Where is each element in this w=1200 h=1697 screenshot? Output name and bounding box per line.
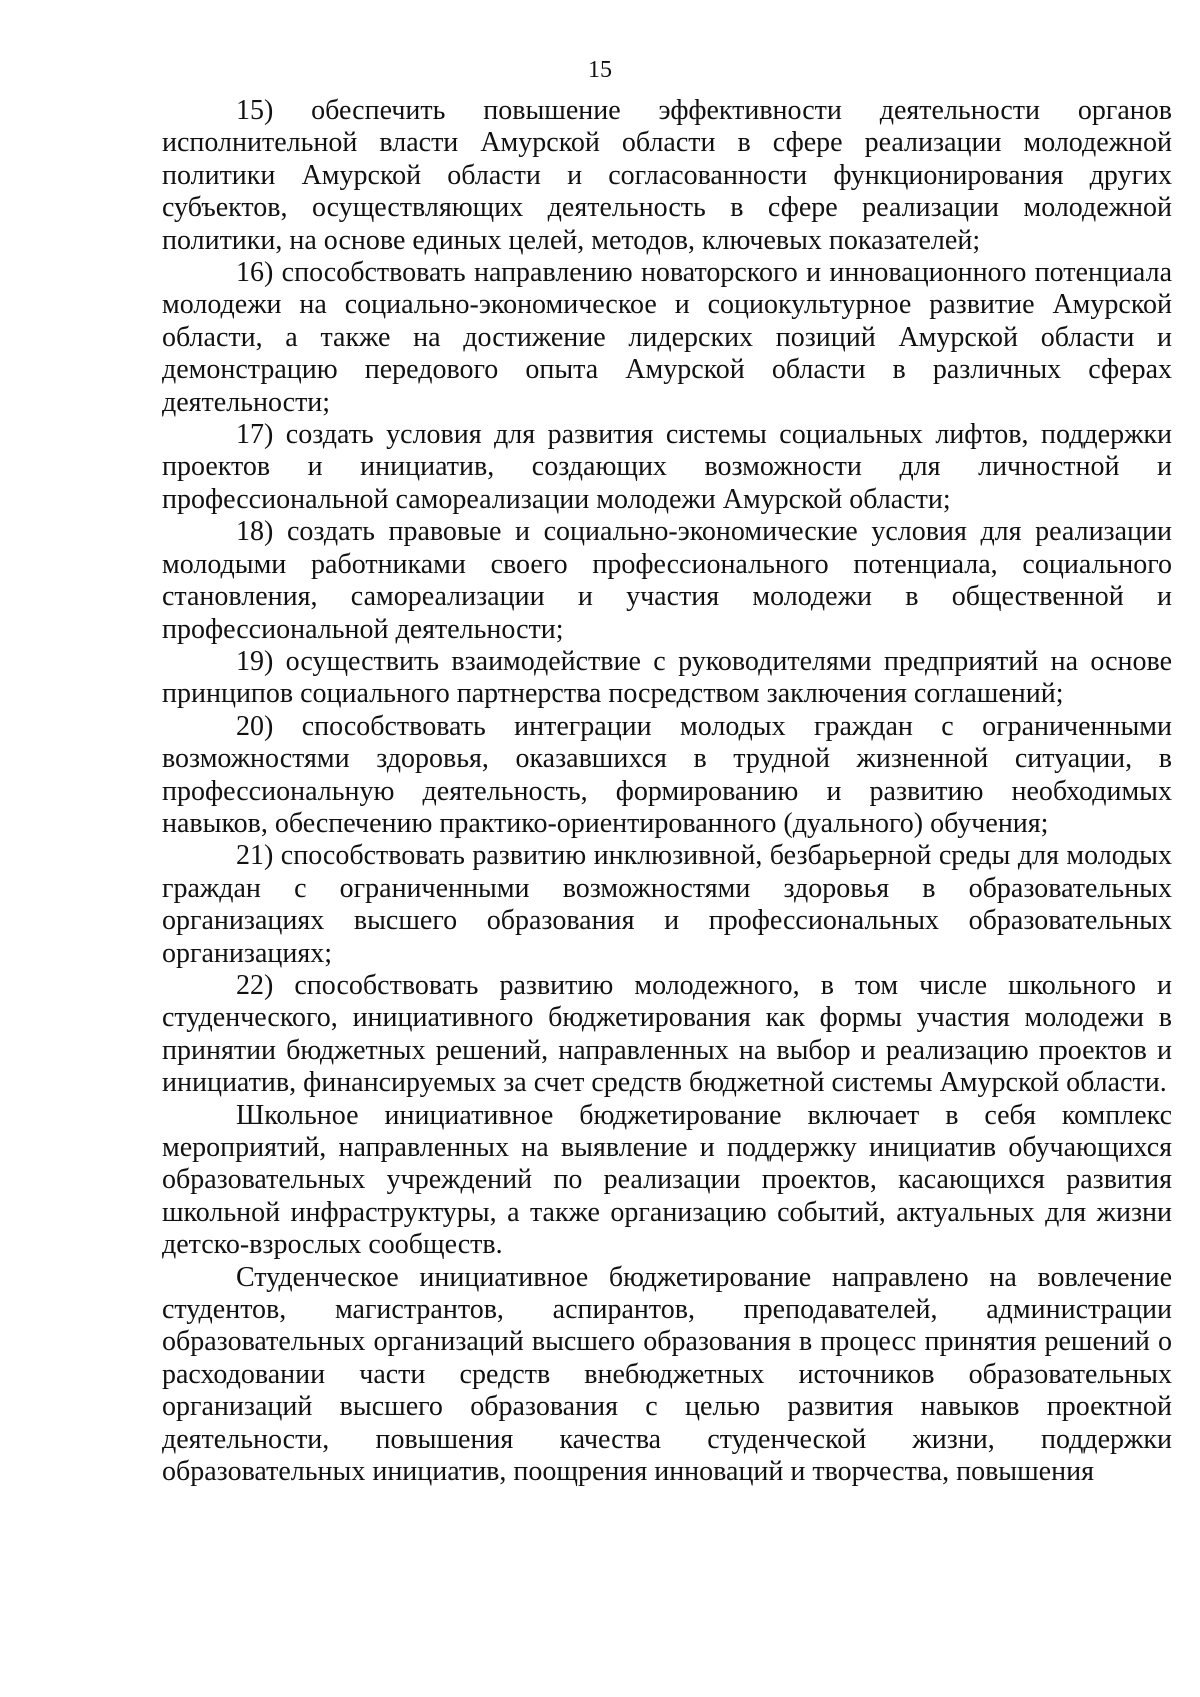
- paragraph-item-19: 19) осуществить взаимодействие с руководителями предприятий на основе принципов социального партнерства посредством заключения соглашений;: [162, 645, 1172, 710]
- page-number: 15: [588, 57, 612, 83]
- paragraph-item-20: 20) способствовать интеграции молодых граждан с ограниченными возможностями здоровья, оказавшихся в трудной жизненной ситуации, в профессиональную деятельность, формированию и развитию необходимых навыков, обеспечению практико-ориентированного (дуального) обучения;: [162, 710, 1172, 839]
- paragraph-item-16: 16) способствовать направлению новаторского и инновационного потенциала молодежи на социально-экономическое и социокультурное развитие Амурской области, а также на достижение лидерских позиций Амурской области и демонстрацию передового опыта Амурской области в различных сферах деятельности;: [162, 257, 1172, 418]
- document-body: [162, 95, 1172, 1488]
- paragraph-school-budgeting: Школьное инициативное бюджетирование включает в себя комплекс мероприятий, направленных на выявление и поддержку инициатив обучающихся образовательных учреждений по реализации проектов, касающихся развития школьной инфраструктуры, а также организацию событий, актуальных для жизни детско-взрослых сообществ.: [162, 1099, 1172, 1261]
- paragraph-item-17: 17) создать условия для развития системы социальных лифтов, поддержки проектов и инициатив, создающих возможности для личностной и профессиональной самореализации молодежи Амурской области;: [162, 419, 1172, 515]
- paragraph-item-18: 18) создать правовые и социально-экономические условия для реализации молодыми работниками своего профессионального потенциала, социального становления, самореализации и участия молодежи в общественной и профессиональной деятельности;: [162, 516, 1172, 645]
- paragraph-student-budgeting: Студенческое инициативное бюджетирование направлено на вовлечение студентов, магистрантов, аспирантов, преподавателей, администрации образовательных организаций высшего образования в процесс принятия решений о расходовании части средств внебюджетных источников образовательных организаций высшего образования с целью развития навыков проектной деятельности, повышения качества студенческой жизни, поддержки образовательных инициатив, поощрения инноваций и творчества, повышения: [162, 1261, 1172, 1488]
- paragraph-item-21: 21) способствовать развитию инклюзивной, безбарьерной среды для молодых граждан с ограниченными возможностями здоровья в образовательных организациях высшего образования и профессиональных образовательных организациях;: [162, 840, 1172, 969]
- paragraph-item-15: 15) обеспечить повышение эффективности деятельности органов исполнительной власти Амурской области в сфере реализации молодежной политики Амурской области и согласованности функционирования других субъектов, осуществляющих деятельность в сфере реализации молодежной политики, на основе единых целей, методов, ключевых показателей;: [162, 95, 1172, 256]
- paragraph-item-22: 22) способствовать развитию молодежного, в том числе школьного и студенческого, инициативного бюджетирования как формы участия молодежи в принятии бюджетных решений, направленных на выбор и реализацию проектов и инициатив, финансируемых за счет средств бюджетной системы Амурской области.: [162, 969, 1172, 1099]
